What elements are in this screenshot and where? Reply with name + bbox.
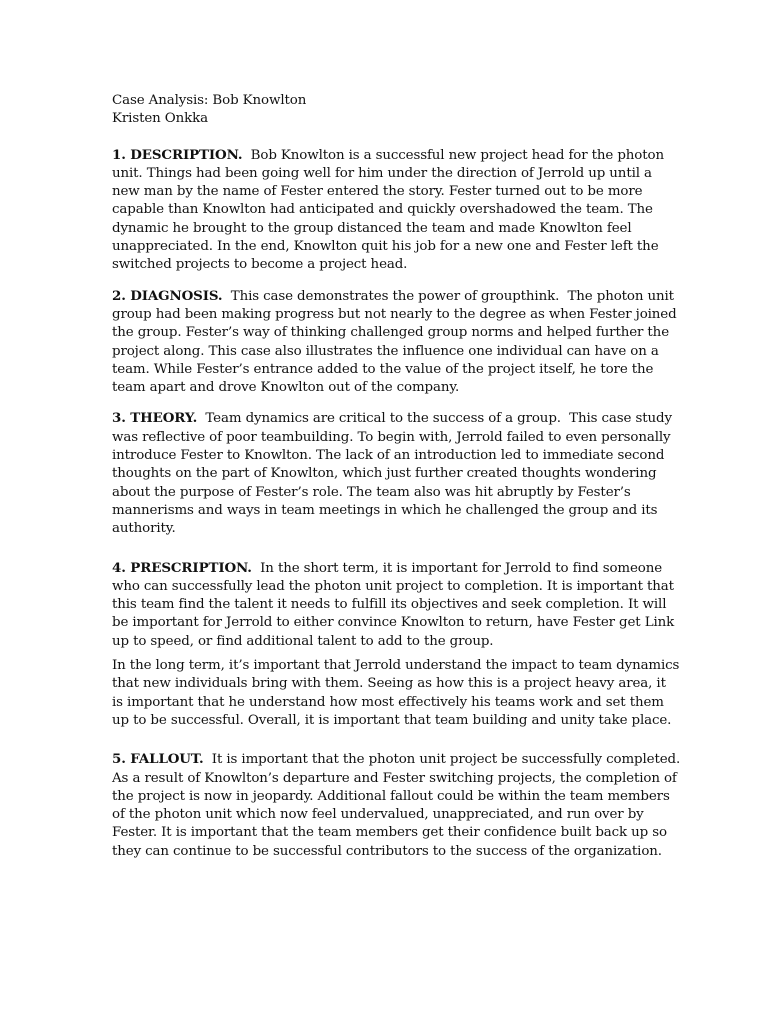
section-line: new man by the name of Fester entered the story. Fester turned out to be more bbox=[112, 184, 643, 200]
section-continuation-paragraph bbox=[112, 657, 680, 730]
section-line: switched projects to become a project head. bbox=[112, 257, 408, 273]
section-fallout bbox=[112, 750, 681, 861]
section-first-line bbox=[112, 559, 663, 578]
section-line: that new individuals bring with them. Seeing as how this is a project heavy area, it bbox=[112, 676, 666, 692]
section-theory bbox=[112, 409, 672, 538]
section-line: capable than Knowlton had anticipated and quickly overshadowed the team. The bbox=[112, 202, 653, 218]
section-line: mannerisms and ways in team meetings in which he challenged the group and its bbox=[112, 502, 658, 518]
section-prescription bbox=[112, 559, 680, 731]
document-author: Kristen Onkka bbox=[112, 111, 208, 127]
section-text: It is important that the photon unit project be successfully completed. bbox=[203, 752, 681, 768]
section-heading: 5. FALLOUT. bbox=[112, 751, 204, 768]
section-text: In the short term, it is important for Jerrold to find someone bbox=[251, 560, 663, 576]
section-line: In the long term, it’s important that Jerrold understand the impact to team dynamics bbox=[112, 658, 680, 674]
section-line: is important that he understand how most effectively his teams work and set them bbox=[112, 694, 664, 710]
section-line: up to be successful. Overall, it is important that team building and unity take place. bbox=[112, 712, 672, 728]
section-line: team apart and drove Knowlton out of the company. bbox=[112, 380, 460, 396]
section-line: introduce Fester to Knowlton. The lack of an introduction led to immediate second bbox=[112, 448, 665, 464]
section-text: Bob Knowlton is a successful new project head for the photon bbox=[242, 147, 664, 163]
section-first-line bbox=[112, 287, 674, 306]
section-line: of the photon unit which now feel undervalued, unappreciated, and run over by bbox=[112, 807, 644, 823]
section-first-line bbox=[112, 750, 681, 769]
section-line: this team find the talent it needs to fulfill its objectives and seek completion. It will bbox=[112, 597, 667, 613]
section-line: unit. Things had been going well for him under the direction of Jerrold up until a bbox=[112, 165, 652, 181]
section-first-line bbox=[112, 409, 672, 428]
section-heading: 2. DIAGNOSIS. bbox=[112, 287, 223, 304]
section-diagnosis bbox=[112, 287, 677, 398]
section-first-line bbox=[112, 146, 664, 165]
section-line: group had been making progress but not nearly to the degree as when Fester joined bbox=[112, 306, 677, 322]
document-body bbox=[112, 92, 681, 873]
section-line: thoughts on the part of Knowlton, which just further created thoughts wondering bbox=[112, 466, 657, 482]
section-line: they can continue to be successful contributors to the success of the organization. bbox=[112, 843, 662, 859]
section-description bbox=[112, 146, 664, 275]
section-heading: 1. DESCRIPTION. bbox=[112, 146, 243, 163]
section-line: project along. This case also illustrates the influence one individual can have on a bbox=[112, 343, 659, 359]
section-line: authority. bbox=[112, 521, 176, 537]
section-heading: 4. PRESCRIPTION. bbox=[112, 559, 252, 576]
section-line: about the purpose of Fester’s role. The team also was hit abruptly by Fester’s bbox=[112, 484, 631, 500]
section-line: Fester. It is important that the team members get their confidence built back up so bbox=[112, 825, 667, 841]
document-title: Case Analysis: Bob Knowlton bbox=[112, 93, 307, 108]
section-line: was reflective of poor teambuilding. To begin with, Jerrold failed to even personally bbox=[112, 429, 671, 445]
section-line: who can successfully lead the photon unit project to completion. It is important that bbox=[112, 578, 674, 594]
section-line: As a result of Knowlton’s departure and Fester switching projects, the completion of bbox=[112, 770, 677, 786]
section-line: be important for Jerrold to either convince Knowlton to return, have Fester get Link bbox=[112, 615, 675, 631]
document-header bbox=[112, 92, 660, 129]
section-text: This case demonstrates the power of groupthink. The photon unit bbox=[222, 288, 674, 304]
section-line: up to speed, or find additional talent to add to the group. bbox=[112, 633, 494, 649]
section-line: unappreciated. In the end, Knowlton quit his job for a new one and Fester left the bbox=[112, 239, 659, 255]
section-line: the project is now in jeopardy. Additional fallout could be within the team members bbox=[112, 788, 670, 804]
section-line: the group. Fester’s way of thinking challenged group norms and helped further the bbox=[112, 325, 669, 341]
section-line: team. While Fester’s entrance added to the value of the project itself, he tore the bbox=[112, 361, 654, 377]
section-heading: 3. THEORY. bbox=[112, 410, 198, 427]
section-text: Team dynamics are critical to the success of a group. This case study bbox=[197, 411, 672, 427]
section-line: dynamic he brought to the group distanced the team and made Knowlton feel bbox=[112, 220, 632, 236]
